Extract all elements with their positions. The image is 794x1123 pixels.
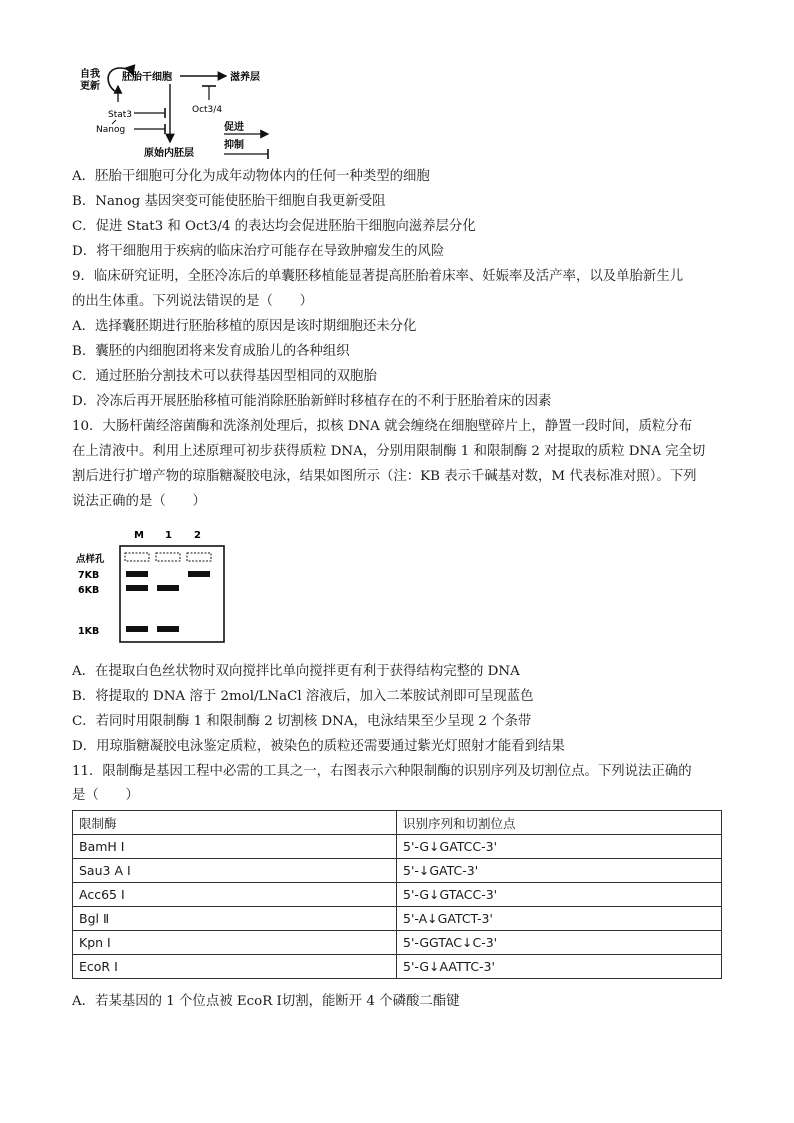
self-renew-label-2: 更新 xyxy=(80,81,100,92)
band-m-7kb xyxy=(126,571,148,577)
enzyme-name: BamH Ⅰ xyxy=(73,835,397,859)
band-1-6kb xyxy=(157,585,179,591)
well-m xyxy=(125,553,149,561)
q9-option-a: A．选择囊胚期进行胚胎移植的原因是该时期细胞还未分化 xyxy=(72,319,417,334)
table-row xyxy=(73,955,722,979)
lane-label-1: 1 xyxy=(165,530,172,541)
nanog-label: Nanog xyxy=(96,125,126,135)
trophoblast-label: 滋养层 xyxy=(230,72,260,83)
size-label-6kb: 6KB xyxy=(78,585,100,596)
well-2 xyxy=(187,553,211,561)
table-row xyxy=(73,907,722,931)
q11-option-a: A．若某基因的 1 个位点被 EcoR Ⅰ切割，能断开 4 个磷酸二酯键 xyxy=(72,994,460,1009)
stem-cell-diagram xyxy=(72,62,282,162)
self-renew-label-1: 自我 xyxy=(80,69,100,80)
q8-option-a: A．胚胎干细胞可分化为成年动物体内的任何一种类型的细胞 xyxy=(72,169,430,184)
q10-option-d: D．用琼脂糖凝胶电泳鉴定质粒，被染色的质粒还需要通过紫光灯照射才能看到结果 xyxy=(72,739,565,754)
q9-stem-line-2: 的出生体重。下列说法错误的是（ ） xyxy=(72,294,314,309)
nanog-to-stat3-line xyxy=(112,120,116,124)
well-label: 点样孔 xyxy=(76,554,105,565)
table-row xyxy=(73,931,722,955)
q10-option-a: A．在提取白色丝状物时双向搅拌比单向搅拌更有利于获得结构完整的 DNA xyxy=(72,664,520,679)
q10-option-c: C．若同时用限制酶 1 和限制酶 2 切割核 DNA，电泳结果至少呈现 2 个条带 xyxy=(72,714,532,729)
q9-option-c: C．通过胚胎分割技术可以获得基因型相同的双胞胎 xyxy=(72,369,377,384)
recognition-site: 5'-A↓GATCT-3' xyxy=(397,907,722,931)
q11-stem-line-2: 是（ ） xyxy=(72,788,139,803)
enzyme-name: EcoR Ⅰ xyxy=(73,955,397,979)
band-m-1kb xyxy=(126,626,148,632)
recognition-site: 5'-G↓AATTC-3' xyxy=(397,955,722,979)
table-row xyxy=(73,835,722,859)
q10-stem-line-1: 10．大肠杆菌经溶菌酶和洗涤剂处理后，拟核 DNA 就会缠绕在细胞壁碎片上，静置一段时间，质粒分布 xyxy=(72,419,693,434)
q10-stem-line-2: 在上清液中。利用上述原理可初步获得质粒 DNA，分别用限制酶 1 和限制酶 2 对提取的质粒 DNA 完全切 xyxy=(72,444,706,459)
table-header-site: 识别序列和切割位点 xyxy=(397,811,722,835)
lane-label-m: M xyxy=(134,530,144,541)
table-header-row xyxy=(73,811,722,835)
q9-option-b: B．囊胚的内细胞团将来发育成胎儿的各种组织 xyxy=(72,344,350,359)
well-1 xyxy=(156,553,180,561)
stem-cell-label: 胚胎干细胞 xyxy=(122,72,172,83)
size-label-7kb: 7KB xyxy=(78,570,100,581)
band-m-6kb xyxy=(126,585,148,591)
band-2-7kb xyxy=(188,571,210,577)
gel-electrophoresis-figure xyxy=(72,522,232,647)
enzyme-name: Bgl Ⅱ xyxy=(73,907,397,931)
restriction-enzyme-table xyxy=(72,810,722,979)
table-row xyxy=(73,883,722,907)
band-1-1kb xyxy=(157,626,179,632)
q9-stem-line-1: 9．临床研究证明，全胚冷冻后的单囊胚移植能显著提高胚胎着床率、妊娠率及活产率，以及单胎新生儿 xyxy=(72,269,684,284)
q8-option-b: B．Nanog 基因突变可能使胚胎干细胞自我更新受阻 xyxy=(72,194,386,209)
recognition-site: 5'-G↓GATCC-3' xyxy=(397,835,722,859)
endoderm-label: 原始内胚层 xyxy=(144,148,194,159)
stat3-label: Stat3 xyxy=(108,110,133,120)
q10-stem-line-4: 说法正确的是（ ） xyxy=(72,494,206,509)
enzyme-name: Acc65 Ⅰ xyxy=(73,883,397,907)
q10-stem-line-3: 割后进行扩增产物的琼脂糖凝胶电泳，结果如图所示（注：KB 表示千碱基对数，M 代表标准对照）。下列 xyxy=(72,469,697,484)
enzyme-name: Kpn Ⅰ xyxy=(73,931,397,955)
recognition-site: 5'-↓GATC-3' xyxy=(397,859,722,883)
legend-promote-label: 促进 xyxy=(224,122,244,133)
q9-option-d: D．冷冻后再开展胚胎移植可能消除胚胎新鲜时移植存在的不利于胚胎着床的因素 xyxy=(72,394,552,409)
oct-label: Oct3/4 xyxy=(192,105,223,115)
enzyme-name: Sau3 A Ⅰ xyxy=(73,859,397,883)
recognition-site: 5'-G↓GTACC-3' xyxy=(397,883,722,907)
legend-inhibit-label: 抑制 xyxy=(224,140,244,151)
q8-option-d: D．将干细胞用于疾病的临床治疗可能存在导致肿瘤发生的风险 xyxy=(72,244,445,259)
lane-label-2: 2 xyxy=(194,530,201,541)
table-header-enzyme: 限制酶 xyxy=(73,811,397,835)
size-label-1kb: 1KB xyxy=(78,626,100,637)
q11-stem-line-1: 11．限制酶是基因工程中必需的工具之一，右图表示六种限制酶的识别序列及切割位点。下列说法正确的 xyxy=(72,764,692,779)
q8-option-c: C．促进 Stat3 和 Oct3/4 的表达均会促进胚胎干细胞向滋养层分化 xyxy=(72,219,476,234)
table-row xyxy=(73,859,722,883)
recognition-site: 5'-GGTAC↓C-3' xyxy=(397,931,722,955)
q10-option-b: B．将提取的 DNA 溶于 2mol/LNaCl 溶液后，加入二苯胺试剂即可呈现蓝色 xyxy=(72,689,534,704)
